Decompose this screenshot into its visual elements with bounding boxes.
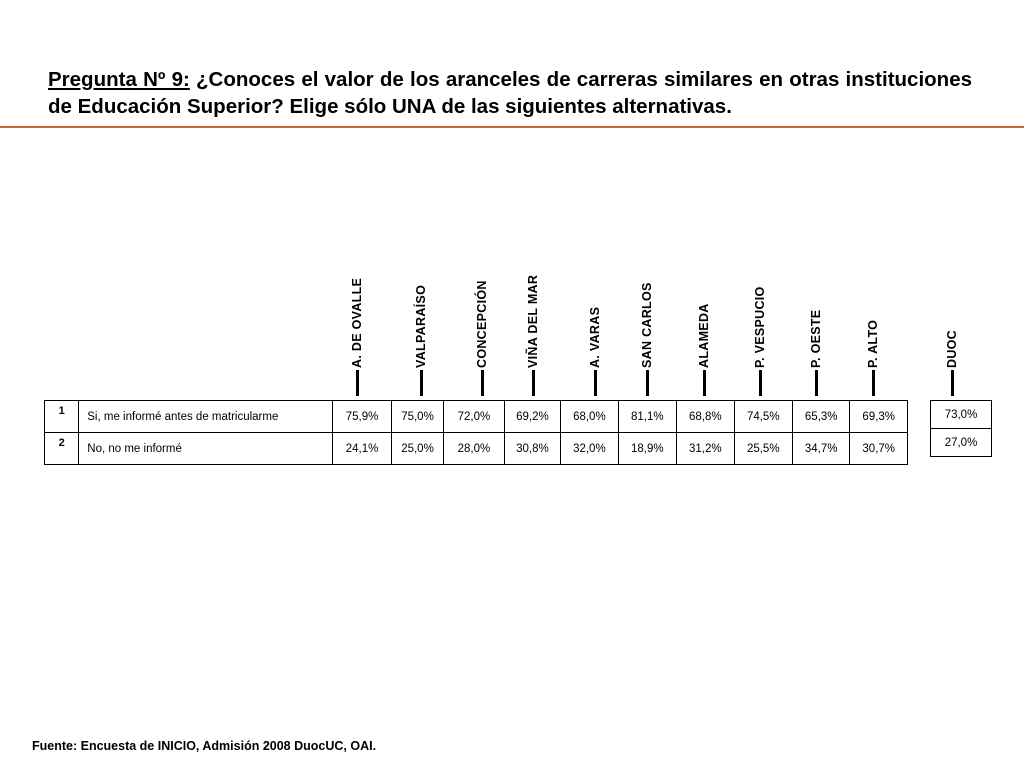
- col-header-label: A. VARAS: [588, 306, 602, 368]
- table-cell: 25,5%: [734, 433, 792, 465]
- table-cell: 72,0%: [444, 401, 504, 433]
- title-divider: [0, 126, 1024, 128]
- row-label: Si, me informé antes de matricularme: [79, 401, 333, 433]
- table-cell: 24,1%: [333, 433, 391, 465]
- total-cell: 27,0%: [931, 429, 992, 457]
- table-cell: 74,5%: [734, 401, 792, 433]
- header-tick: [356, 370, 359, 396]
- row-number: 2: [45, 433, 79, 465]
- table-cell: 25,0%: [391, 433, 443, 465]
- col-header-label: DUOC: [945, 329, 959, 368]
- header-tick: [646, 370, 649, 396]
- question-text: ¿Conoces el valor de los aranceles de carreras similares en otras instituciones de Educación Superior? Elige sólo UNA de las siguientes alternativas.: [48, 68, 972, 118]
- table-row: [931, 429, 992, 457]
- col-header-label: VIÑA DEL MAR: [526, 274, 540, 368]
- col-header-label: SAN CARLOS: [640, 282, 654, 368]
- table-cell: 30,7%: [850, 433, 908, 465]
- question-title: [48, 66, 972, 120]
- table-cell: 75,0%: [391, 401, 443, 433]
- header-tick: [872, 370, 875, 396]
- table-cell: 81,1%: [618, 401, 676, 433]
- table-cell: 68,0%: [561, 401, 618, 433]
- table-cell: 75,9%: [333, 401, 391, 433]
- col-header-label: P. OESTE: [809, 309, 823, 368]
- row-label: No, no me informé: [79, 433, 333, 465]
- table-cell: 69,3%: [850, 401, 908, 433]
- col-header-label: VALPARAÍSO: [414, 284, 428, 368]
- table-row: [45, 433, 908, 465]
- total-cell: 73,0%: [931, 401, 992, 429]
- table-cell: 65,3%: [792, 401, 849, 433]
- row-number: 1: [45, 401, 79, 433]
- table-cell: 68,8%: [677, 401, 734, 433]
- table-cell: 31,2%: [677, 433, 734, 465]
- header-tick: [703, 370, 706, 396]
- header-tick: [420, 370, 423, 396]
- table-row: [931, 401, 992, 429]
- question-label: Pregunta Nº 9:: [48, 68, 190, 91]
- table-cell: 28,0%: [444, 433, 504, 465]
- col-header-label: P. VESPUCIO: [753, 286, 767, 368]
- header-tick: [759, 370, 762, 396]
- header-tick: [951, 370, 954, 396]
- table-row: [45, 401, 908, 433]
- table-cell: 18,9%: [618, 433, 676, 465]
- source-footer: Fuente: Encuesta de INICIO, Admisión 2008 DuocUC, OAI.: [32, 739, 377, 753]
- results-table: [44, 400, 908, 465]
- col-header-label: A. DE OVALLE: [350, 277, 364, 368]
- header-tick: [594, 370, 597, 396]
- col-header-label: ALAMEDA: [697, 303, 711, 368]
- table-cell: 30,8%: [504, 433, 560, 465]
- col-header-label: CONCEPCIÓN: [475, 280, 489, 368]
- header-tick: [481, 370, 484, 396]
- table-cell: 34,7%: [792, 433, 849, 465]
- col-header-label: P. ALTO: [866, 319, 880, 368]
- total-table: [930, 400, 992, 457]
- header-tick: [532, 370, 535, 396]
- header-tick: [815, 370, 818, 396]
- table-cell: 32,0%: [561, 433, 618, 465]
- table-cell: 69,2%: [504, 401, 560, 433]
